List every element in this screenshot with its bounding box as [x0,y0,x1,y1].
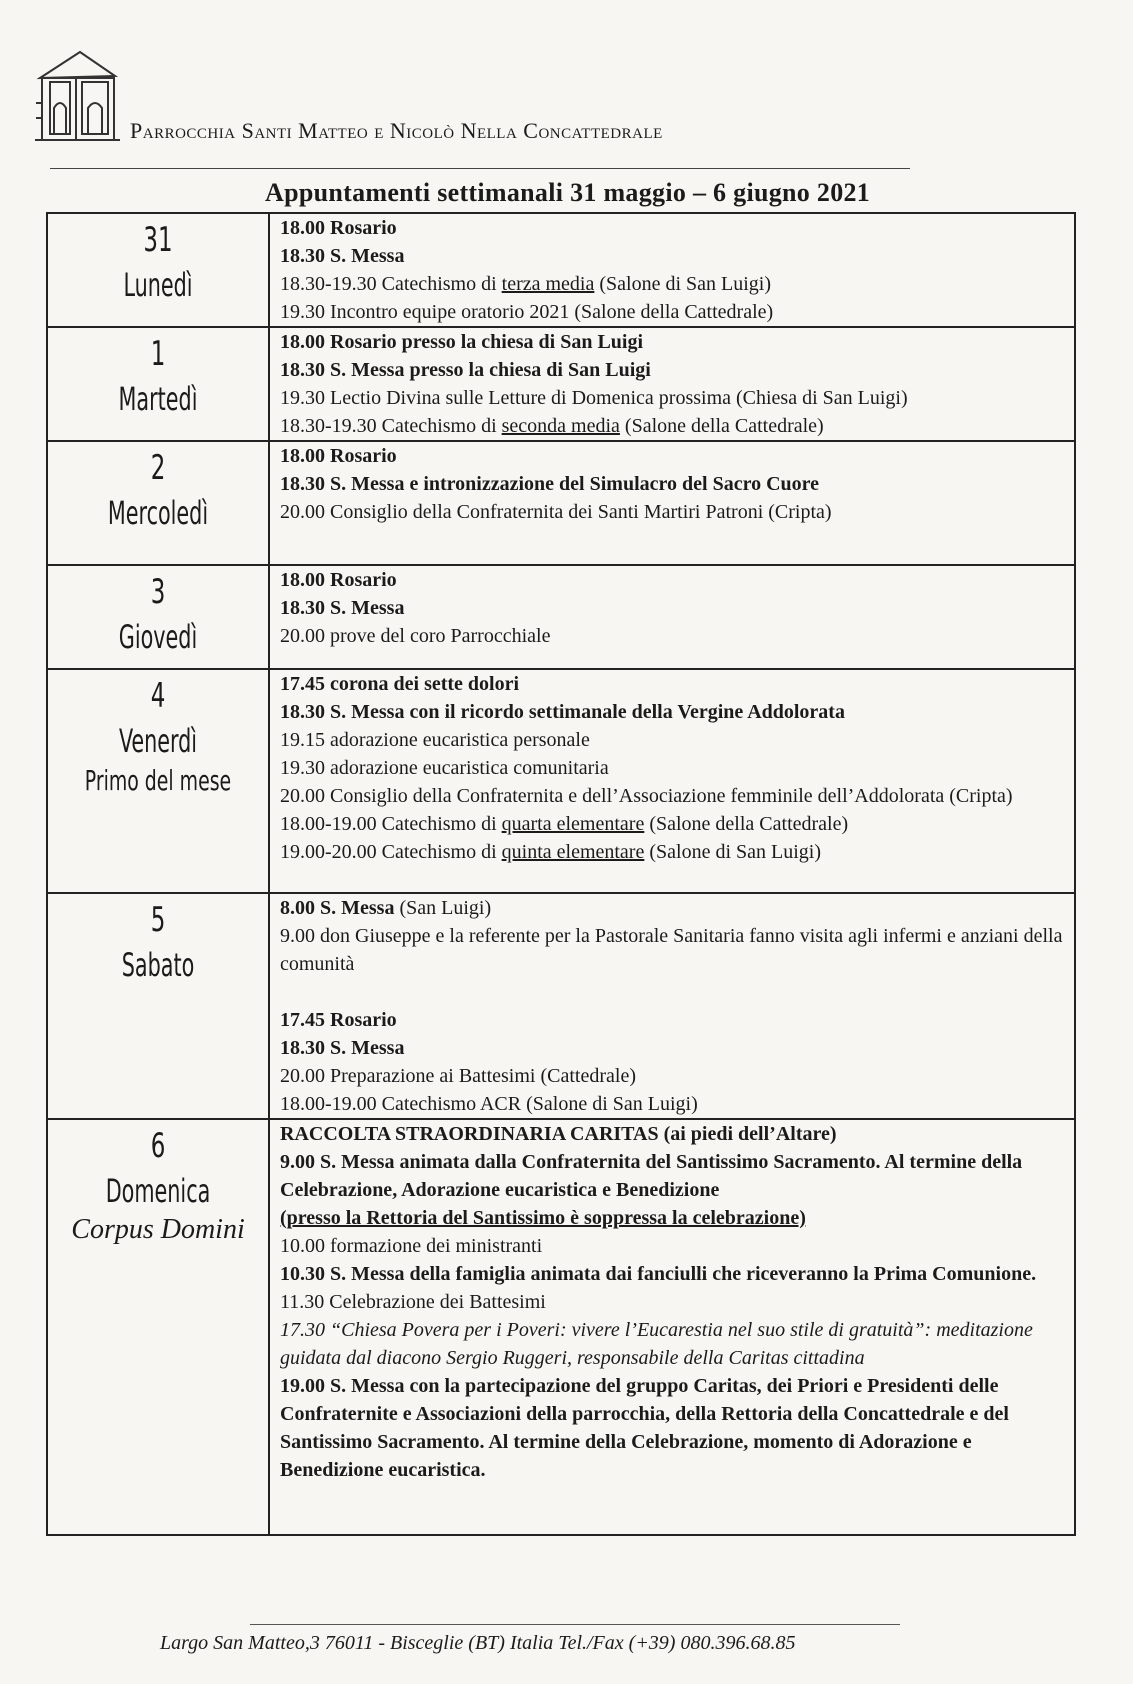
event-text: 20.00 Preparazione ai Battesimi (Cattedrale) [280,1065,636,1087]
event-text: 17.45 Rosario [280,1009,397,1031]
day-name: Giovedì [118,618,198,656]
events-cell [269,213,1075,327]
day-name: Lunedì [123,266,193,304]
event-line [280,298,1064,326]
day-cell [47,893,269,1119]
event-text: 20.00 Consiglio della Confraternita dei Santi Martiri Patroni (Cripta) [280,501,832,523]
event-line [280,412,1064,440]
event-text: 18.00 Rosario [280,217,397,239]
event-line [280,214,1064,242]
page-title: Appuntamenti settimanali 31 maggio – 6 giugno 2021 [265,178,871,207]
event-text: 10.30 S. Messa della famiglia animata dai fanciulli che riceveranno la Prima Comunione. [280,1263,1037,1285]
event-line [280,922,1064,978]
event-text: 19.15 adorazione eucaristica personale [280,729,590,751]
event-text: 18.00 Rosario [280,445,397,467]
day-cell [47,669,269,893]
event-text: 18.30-19.30 Catechismo di [280,415,502,437]
event-text: 19.30 Incontro equipe oratorio 2021 (Salone della Cattedrale) [280,301,774,323]
event-line [280,1204,1064,1232]
letterhead [30,40,930,160]
event-text: 19.00-20.00 Catechismo di [280,841,502,863]
day-name: Martedì [118,380,198,418]
day-cell [47,565,269,669]
event-text: 19.30 Lectio Divina sulle Letture di Domenica prossima (Chiesa di San Luigi) [280,387,908,409]
event-line [280,1120,1064,1148]
event-location: (San Luigi) [394,897,492,919]
events-cell [269,565,1075,669]
event-location: (Salone di San Luigi) [594,273,771,295]
event-line [280,1260,1064,1288]
day-row [47,893,1075,1119]
day-name: Mercoledì [107,494,209,532]
event-line [280,622,1064,650]
event-text: RACCOLTA STRAORDINARIA CARITAS (ai piedi dell’Altare) [280,1123,837,1145]
event-line [280,1316,1064,1372]
event-text: 19.30 adorazione eucaristica comunitaria [280,757,609,779]
event-text: 18.00 Rosario [280,569,397,591]
day-row [47,441,1075,565]
event-line [280,838,1064,866]
event-text: 18.30-19.30 Catechismo di [280,273,502,295]
event-text: 19.00 S. Messa con la partecipazione del gruppo Caritas, dei Priori e Presidenti delle Confraternite e Associazioni della parrocchia, della Rettoria della Concattedrale e del Santissimo Sacramento. Al termine della Celebrazione, momento di Adorazione e Benedizione eucaristica. [280,1375,1009,1481]
event-line [280,594,1064,622]
day-name: Domenica [105,1172,211,1210]
day-cell [47,213,269,327]
events-cell [269,669,1075,893]
day-number: 1 [150,334,166,374]
day-name: Sabato [121,946,195,984]
event-line [280,356,1064,384]
event-line [280,242,1064,270]
event-group: terza media [501,273,595,295]
event-location: (Salone della Cattedrale) [644,813,849,835]
day-cell [47,441,269,565]
day-row [47,1119,1075,1535]
event-text: 17.45 corona dei sette dolori [280,673,520,695]
events-cell [269,327,1075,441]
event-text: 9.00 don Giuseppe e la referente per la Pastorale Sanitaria fanno visita agli infermi e anziani della comunità [280,925,1063,975]
event-text: 18.00-19.00 Catechismo di [280,813,502,835]
events-cell [269,441,1075,565]
event-text: 18.30 S. Messa [280,597,405,619]
event-text: 11.30 Celebrazione dei Battesimi [280,1291,546,1313]
event-text: 20.00 Consiglio della Confraternita e dell’Associazione femminile dell’Addolorata (Cripta) [280,785,1013,807]
event-line [280,1288,1064,1316]
footer-address: Largo San Matteo,3 76011 - Bisceglie (BT) Italia Tel./Fax (+39) 080.396.68.85 [160,1632,796,1654]
event-line [280,442,1064,470]
event-text: 9.00 S. Messa animata dalla Confraternita del Santissimo Sacramento. Al termine della Celebrazione, Adorazione eucaristica e Benedizione [280,1151,1023,1201]
day-number: 2 [150,448,166,488]
day-number: 31 [143,220,173,260]
day-number: 5 [150,900,166,940]
event-line [280,328,1064,356]
event-text: 18.30 S. Messa e intronizzazione del Simulacro del Sacro Cuore [280,473,820,495]
event-location: (Salone di San Luigi) [644,841,821,863]
event-line [280,698,1064,726]
event-line [280,1034,1064,1062]
day-row [47,213,1075,327]
event-group: quinta elementare [501,841,645,863]
day-feast: Corpus Domini [71,1214,245,1245]
event-line [280,1148,1064,1204]
day-subtitle: Primo del mese [84,764,232,797]
day-row [47,327,1075,441]
events-cell [269,1119,1075,1535]
event-line [280,566,1064,594]
event-line [280,270,1064,298]
footer-rule [250,1624,900,1625]
day-row [47,565,1075,669]
day-number: 3 [150,572,166,612]
event-text: 18.30 S. Messa [280,1037,405,1059]
event-line [280,1090,1064,1118]
event-line [280,726,1064,754]
event-location: (Salone della Cattedrale) [619,415,824,437]
event-line [280,1372,1064,1484]
event-line [280,1006,1064,1034]
event-line [280,1062,1064,1090]
event-line [280,782,1064,810]
event-text: 18.00 Rosario presso la chiesa di San Luigi [280,331,644,353]
church-tower-icon [30,48,125,148]
event-line [280,470,1064,498]
event-line [280,384,1064,412]
event-line [280,754,1064,782]
day-name: Venerdì [118,722,198,760]
day-cell [47,1119,269,1535]
event-text: 8.00 S. Messa [280,897,395,919]
event-line [280,894,1064,922]
day-row [47,669,1075,893]
header-rule [50,168,910,169]
day-number: 4 [150,676,166,716]
event-text: 18.30 S. Messa presso la chiesa di San Luigi [280,359,651,381]
event-group: quarta elementare [501,813,645,835]
event-line [280,810,1064,838]
schedule-table [46,212,1076,1536]
day-cell [47,327,269,441]
event-text: (presso la Rettoria del Santissimo è soppressa la celebrazione) [280,1207,806,1229]
event-line [280,1232,1064,1260]
events-cell [269,893,1075,1119]
event-text: 18.00-19.00 Catechismo ACR (Salone di San Luigi) [280,1093,698,1115]
event-text: 18.30 S. Messa con il ricordo settimanale della Vergine Addolorata [280,701,845,723]
event-text: 10.00 formazione dei ministranti [280,1235,543,1257]
event-line [280,978,1064,1006]
event-line [280,498,1064,526]
event-text: 17.30 “Chiesa Povera per i Poveri: vivere l’Eucarestia nel suo stile di gratuità”: meditazione guidata dal diacono Sergio Ruggeri, responsabile della Caritas cittadina [280,1319,1033,1369]
event-text: 18.30 S. Messa [280,245,405,267]
event-text: 20.00 prove del coro Parrocchiale [280,625,551,647]
parish-name: Parrocchia Santi Matteo e Nicolò Nella Concattedrale [130,118,663,143]
event-line [280,670,1064,698]
day-number: 6 [150,1126,166,1166]
event-group: seconda media [501,415,620,437]
